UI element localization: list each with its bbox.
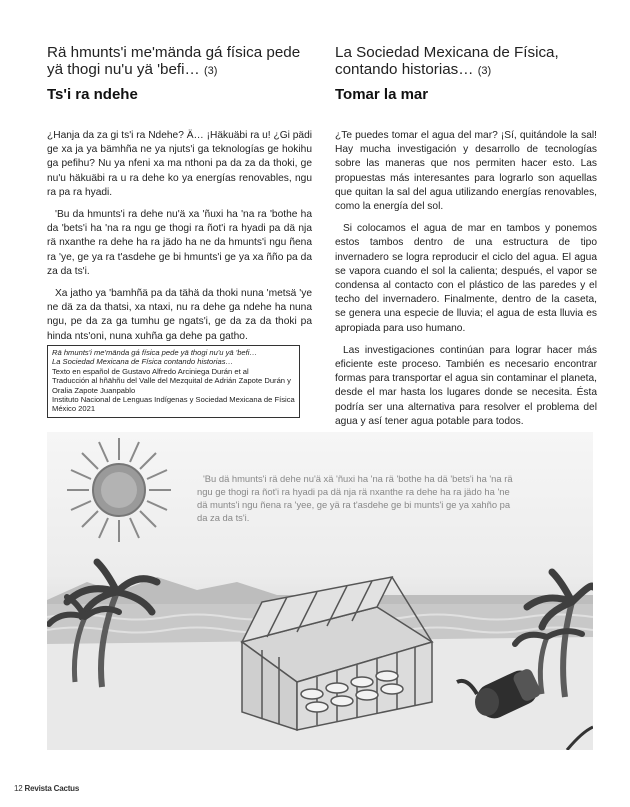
- left-title-line1: Rä hmunts'i me'mända gá física pede: [47, 44, 301, 61]
- greenhouse-illustration: [47, 432, 593, 750]
- sun-icon: [67, 438, 171, 542]
- left-title-number: (3): [203, 65, 218, 77]
- left-title-line2: yä thogi nu'u yä 'befi…: [47, 61, 200, 78]
- credits-title-spanish: La Sociedad Mexicana de Física contando historias…: [52, 357, 234, 367]
- right-paragraph-1: ¿Te puedes tomar el agua del mar? ¡Sí, quitándole la sal! Hay mucha investigación y desarrollo de tecnologías sobre las maneras que nos permiten hacer esto. Las propuestas más interesantes para lograrlo son aquellas que quitan la sal del agua utilizando energías renovables, como la energía del sol.: [335, 130, 597, 213]
- credits-publisher: Instituto Nacional de Lenguas Indígenas y Sociedad Mexicana de Física: [52, 395, 295, 405]
- left-title: [47, 44, 312, 80]
- page-footer: [14, 784, 79, 793]
- magazine-name: Revista Cactus: [24, 784, 80, 793]
- credits-author: Texto en español de Gustavo Alfredo Arciniega Durán et al: [52, 366, 249, 376]
- right-body: [335, 129, 597, 429]
- right-column: [335, 44, 597, 437]
- right-title-line1: La Sociedad Mexicana de Física,: [335, 44, 559, 61]
- credits-title-hnahnu: Rä hmunts'i me'mända gá física pede yä thogi nu'u yä 'befi…: [52, 348, 258, 357]
- credits-translators: Traducción al hñähñu del Valle del Mezquital de Adrián Zapote Durán y Oralia Zapote Juanpablo: [52, 376, 291, 395]
- right-paragraph-3: Las investigaciones continúan para lograr hacer más eficiente este proceso. También es necesario encontrar formas para transportar el agua sin contaminar el planeta, desde el mar hasta los lugares donde se necesita. Ésta podría ser una alternativa para resolver el problema del agua y así tener agua potable para todos.: [335, 344, 597, 427]
- left-paragraph-2: 'Bu da hmunts'i ra dehe nu'ä xa 'ñuxi ha 'na ra 'bothe ha da 'bets'i ha 'na ra ngu ge thogi ra ñot'i ra hyadi pa dä nja rä nxanthe ra dehe ha ra jädo ha ne da hmunts'i ngu ñena ra 'ye, ge ya ra t'asdehe ge bi hmunts'i ge ya xa ñño pa da za da ts'i.: [47, 209, 312, 277]
- right-paragraph-2: Si colocamos el agua de mar en tambos y ponemos estos tambos dentro de una estructura de tipo invernadero se logra reproducir el ciclo del agua. El agua se vapora cuando el sol la calienta; después, el vapor se condensa al contacto con el plástico de las paredes y el techo del invernadero. Finalmente, dentro de la caseta, se genera una especie de lluvia; el agua de esta lluvia es apropiada para uso humano.: [335, 223, 597, 334]
- right-title-line2: contando historias…: [335, 61, 474, 78]
- left-subtitle: Ts'i ra ndehe: [47, 86, 138, 103]
- illustration-overlay-text: 'Bu dä hmunts'i rä dehe nu'ä xä 'ñuxi ha 'na rä 'bothe ha dä 'bets'i ha 'na rä ngu ge thogi ra ñot'i ra hyadi pa dä nja rä nxanthe ra dehe ha ra jädo ha 'ne dä munts'i ngu ñena ra 'yee, ge yä ra t'asdehe ge bi munts'i ge ya xahño pa da za da ts'i.: [197, 473, 513, 523]
- page-number: 12: [14, 784, 23, 793]
- right-subtitle: Tomar la mar: [335, 86, 429, 103]
- credits-place-year: México 2021: [52, 404, 96, 414]
- left-paragraph-1: ¿Hanja da za gi ts'i ra Ndehe? Ä… ¡Häkuäbi ra u! ¿Gi pädi ge xa ja ya bämhña ne ya njuts'i ga teknologías ge hokihu ga pefihu? Nu ya nfeni xa ma nthoni pa da za da thoki, ge nu'u häkuäbi ra u ra dehe ko ya energías renovables, ngu ra pa ra hyadi.: [47, 130, 312, 198]
- credits-box: [47, 345, 300, 418]
- left-paragraph-3: Xa jatho ya 'bamhñä pa da tähä da thoki nuna 'metsä 'ye ne dä za da thatsi, xa ntaxi, nu ra dehe ga ndehe ha nuna ngu, pe da za ga tumhu ge ngats'i, ge da za da thoki pa hinda nts'oni, nuna xuhña ga dehe pa gatho.: [47, 288, 312, 342]
- left-body: [47, 129, 312, 344]
- left-column: [47, 44, 312, 352]
- right-title-number: (3): [477, 65, 492, 77]
- right-title: [335, 44, 597, 80]
